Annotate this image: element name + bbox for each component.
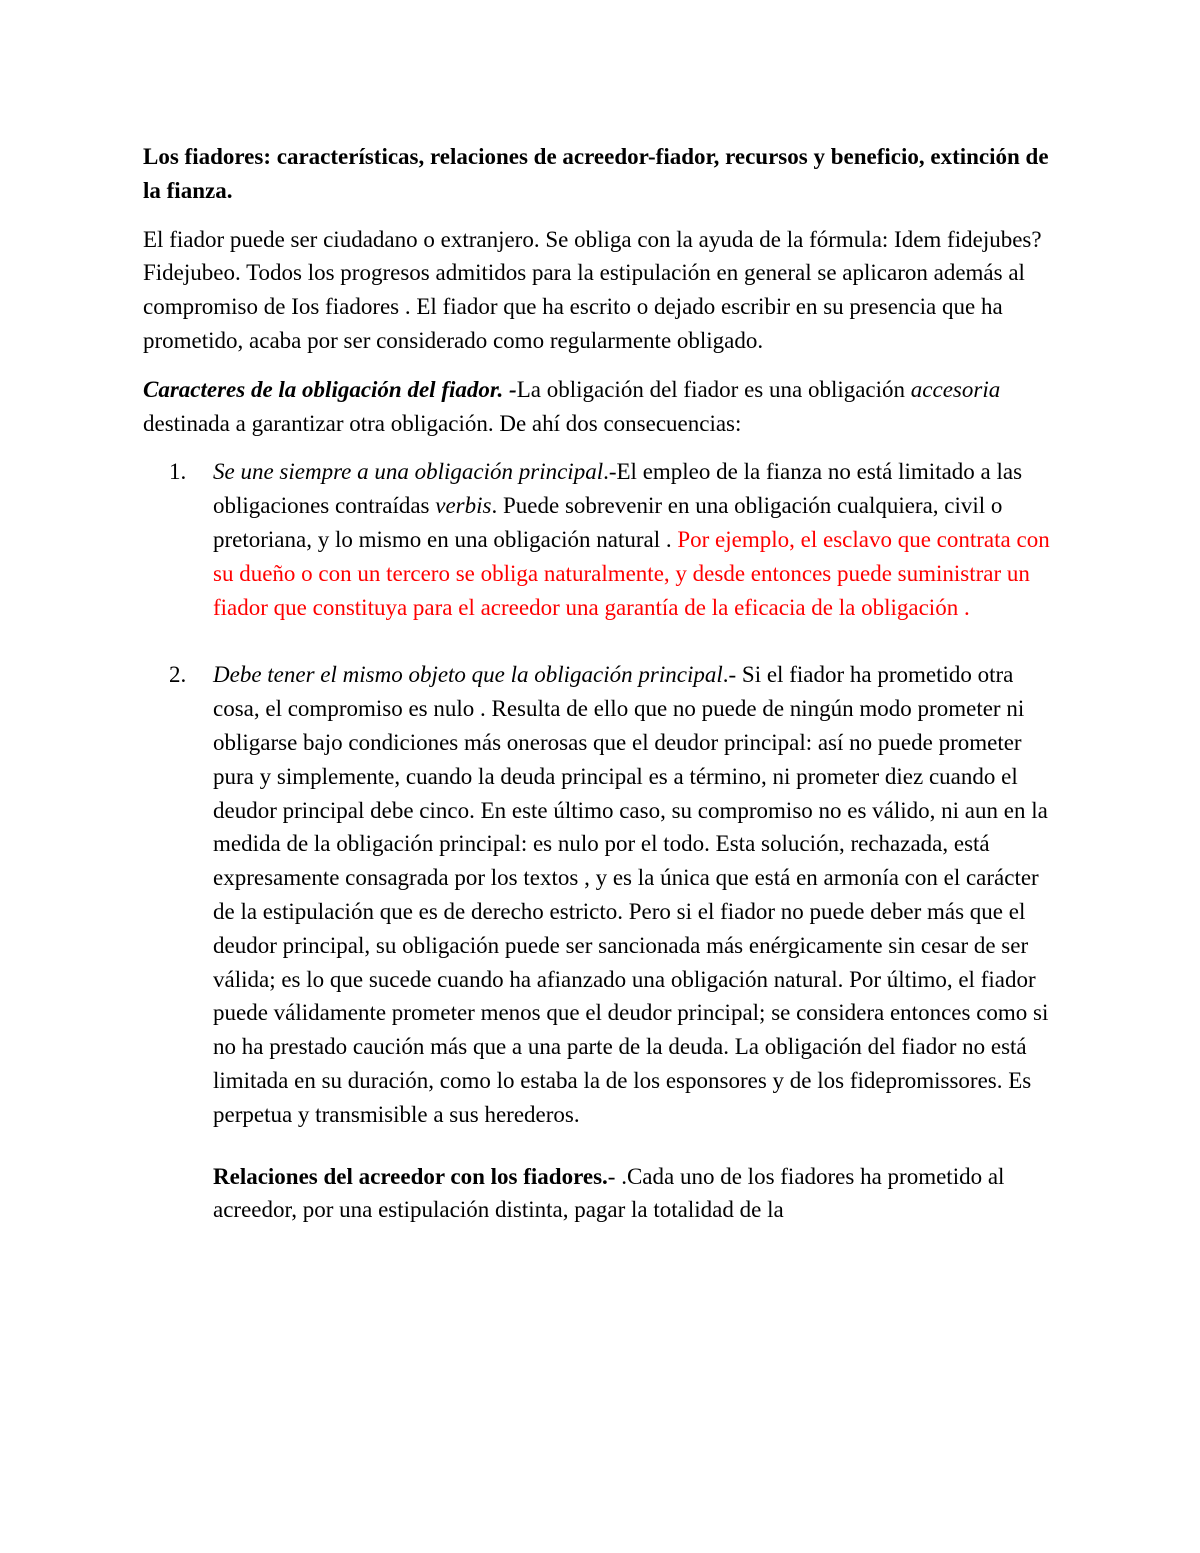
consequences-list bbox=[143, 455, 1063, 1131]
list-item-lead: Se une siempre a una obligación principal bbox=[213, 459, 604, 485]
list-item-text-a: .- Si el fiador ha prometido otra cosa, el compromiso es nulo . Resulta de ello que no puede de ningún modo prometer ni obligarse bajo condiciones más onerosas que el deudor principal: así no puede prometer pura y simplemente, cuando la deuda principal es a término, ni prometer diez cuando el deudor principal debe cinco. En este último caso, su compromiso no es válido, ni aun en la medida de la obligación principal: es nulo por el todo. Esta solución, rechazada, está expresamente consagrada por los textos , y es la única que está en armonía con el carácter de la estipulación que es de derecho estricto. Pero si el fiador no puede deber más que el deudor principal, su obligación puede ser sancionada más enérgicamente sin cesar de ser válida; es lo que sucede cuando ha afianzado una obligación natural. Por último, el fiador puede válidamente prometer menos que el deudor principal; se considera entonces como si no ha prestado caución más que a una parte de la deuda. La obligación del fiador no está limitada en su duración, como lo estaba la de los esponsores y de los fidepromissores. Es perpetua y transmisible a sus herederos. bbox=[213, 662, 1049, 1127]
list-item-lead: Debe tener el mismo objeto que la obligación principal bbox=[213, 662, 723, 688]
list-item-emphasis: verbis bbox=[435, 493, 492, 519]
list-item-body bbox=[213, 658, 1063, 1131]
characteristics-text-a: La obligación del fiador es una obligación bbox=[516, 376, 911, 402]
creditor-relations-text: - .Cada uno de los fiadores ha prometido al acreedor, por una estipulación distinta, pagar la totalidad de la bbox=[213, 1163, 1005, 1223]
creditor-relations-paragraph bbox=[143, 1160, 1063, 1228]
list-item bbox=[143, 658, 1063, 1131]
spacer bbox=[143, 1132, 1063, 1160]
list-item-text-a: .-El empleo de la fianza no está limitado a las obligaciones contraídas bbox=[213, 459, 1023, 519]
list-item-number: 2. bbox=[169, 662, 187, 688]
creditor-relations-lead: Relaciones del acreedor con los fiadores. bbox=[213, 1163, 608, 1189]
characteristics-emphasis: accesoria bbox=[910, 376, 1001, 402]
characteristics-lead: Caracteres de la obligación del fiador. - bbox=[143, 376, 517, 402]
list-item-body bbox=[213, 455, 1063, 624]
spacer bbox=[143, 624, 1063, 658]
section-heading: Los fiadores: características, relaciones de acreedor-fiador, recursos y beneficio, extinción de la fianza. bbox=[143, 144, 1049, 203]
list-item bbox=[143, 455, 1063, 624]
list-item-highlight: Por ejemplo, el esclavo que contrata con su dueño o con un tercero se obliga naturalmente, y desde entonces puede suministrar un fiador que constituya para el acreedor una garantía de la eficacia de la obligación . bbox=[213, 526, 1050, 620]
intro-paragraph: El fiador puede ser ciudadano o extranjero. Se obliga con la ayuda de la fórmula: Idem fidejubes? Fidejubeo. Todos los progresos admitidos para la estipulación en general se aplicaron además al compromiso de Ios fiadores . El fiador que ha escrito o dejado escribir en su presencia que ha prometido, acaba por ser considerado como regularmente obligado. bbox=[143, 226, 1042, 353]
document-page bbox=[143, 140, 1063, 1242]
list-item-text-b: . Puede sobrevenir en una obligación cualquiera, civil o pretoriana, y lo mismo en una obligación natural . bbox=[213, 493, 1003, 552]
list-item-number: 1. bbox=[169, 459, 187, 485]
characteristics-paragraph bbox=[143, 373, 1063, 441]
characteristics-text-b: destinada a garantizar otra obligación. De ahí dos consecuencias: bbox=[143, 410, 742, 436]
